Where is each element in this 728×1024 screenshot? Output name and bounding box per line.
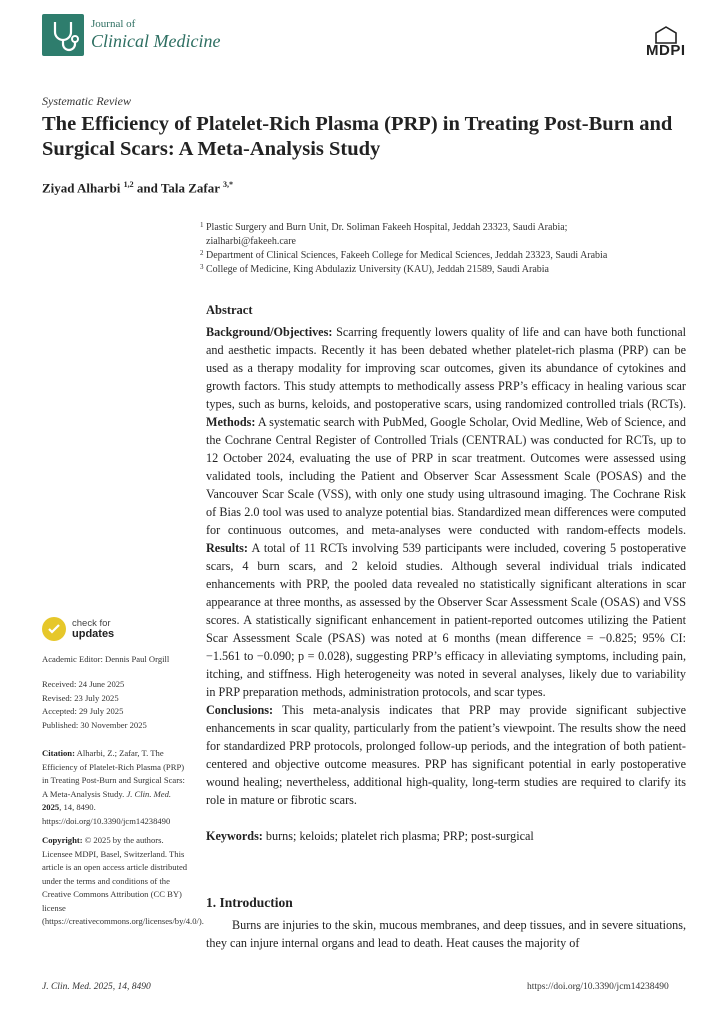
affiliation xyxy=(200,263,706,277)
citation-text: Alharbi, Z.; Zafar, T. The Efficiency of Platelet-Rich Plasma (PRP) in Treating Post-Burn and Surgical Scars: A Meta-Analysis Study. xyxy=(42,748,185,799)
abstract-heading: Abstract xyxy=(206,303,253,317)
received-date: Received: 24 June 2025 xyxy=(42,679,125,689)
section-heading: 1. Introduction xyxy=(206,895,293,910)
affiliation-email[interactable]: zialharbi@fakeeh.care xyxy=(206,235,296,247)
check-label-line2: updates xyxy=(72,627,115,640)
affiliation-number: 3 xyxy=(200,263,204,271)
copyright-label: Copyright: xyxy=(42,835,83,845)
methods-text: A systematic search with PubMed, Google Scholar, Ovid Medline, Web of Science, and the Cochrane Central Register of Controlled Trials (CENTRAL) was conducted for RCTs, up to 12 October 2024, evaluating the use of PRP in scar treatment. Outcomes were assessed using validated tools, including the Patient and Observer Scar Assessment Scale (POSAS) and the Vancouver Scar Scale (VSS), with only one study using ultrasound imaging. The Cochrane Risk of Bias 2.0 tool was used to analyze potential bias. Standardized mean differences were computed for continuous outcomes, and meta-analyses were conducted with random-effects models. xyxy=(206,415,686,537)
copyright-text: © 2025 by the authors. Licensee MDPI, Basel, Switzerland. This article is an open access article distributed under the terms and conditions of the Creative Commons Attribution (CC BY) license (https://creativecommons.org/licenses/by/4.0/). xyxy=(42,835,204,926)
affiliation-text: Plastic Surgery and Burn Unit, Dr. Soliman Fakeeh Hospital, Jeddah 23323, Saudi Arabia; xyxy=(206,222,568,233)
academic-editor: Academic Editor: Dennis Paul Orgill xyxy=(42,654,170,664)
results-label: Results: xyxy=(206,541,248,555)
published-date: Published: 30 November 2025 xyxy=(42,719,147,730)
affiliation-number: 2 xyxy=(200,249,204,257)
publisher-logo[interactable] xyxy=(646,26,686,59)
affiliation-text: College of Medicine, King Abdulaziz University (KAU), Jeddah 21589, Saudi Arabia xyxy=(206,264,549,275)
footer-doi[interactable]: https://doi.org/10.3390/jcm14238490 xyxy=(527,982,669,992)
author-name[interactable]: Ziyad Alharbi xyxy=(42,180,121,196)
affiliation xyxy=(200,249,706,263)
stethoscope-icon xyxy=(42,14,84,56)
methods-label: Methods: xyxy=(206,415,256,429)
author-name[interactable]: Tala Zafar xyxy=(160,180,220,196)
abstract-body xyxy=(206,323,686,809)
journal-logo xyxy=(42,14,84,56)
author-affiliation-sup: 1,2 xyxy=(123,180,134,189)
footer-citation: J. Clin. Med. 2025, 14, 8490 xyxy=(42,982,151,992)
check-updates-icon xyxy=(42,617,66,641)
journal-name: Clinical Medicine xyxy=(91,31,221,51)
check-for-updates-badge[interactable] xyxy=(42,617,114,641)
publisher-name: MDPI xyxy=(646,42,686,59)
background-label: Background/Objectives: xyxy=(206,325,333,339)
accepted-date: Accepted: 29 July 2025 xyxy=(42,706,124,716)
article-title: The Efficiency of Platelet-Rich Plasma (PRP) in Treating Post-Burn and Surgical Scars: A Meta-Analysis Study xyxy=(42,113,673,160)
journal-name-prefix: Journal of xyxy=(91,18,136,30)
citation-year: 2025 xyxy=(42,802,60,812)
author-affiliation-sup: 3,* xyxy=(223,180,233,189)
check-label-line1: check for xyxy=(72,617,111,629)
intro-paragraph: Burns are injuries to the skin, mucous membranes, and deep tissues, and in severe situations, they can injure internal organs and lead to death. Heat causes the majority of xyxy=(206,918,686,950)
dates xyxy=(42,678,192,732)
author-conjunction: and xyxy=(136,180,158,196)
results-text: A total of 11 RCTs involving 539 participants were included, covering 5 postoperative scars, 4 burn scars, and 2 keloid studies. Although several individual trials indicated enhancements with PRP, the pooled data revealed no statistically significant alterations in scar appearance at three months, as assessed by the Observer Scar Assessment Scale (OSAS) and VSS scores. A statistically significant enhancement in patient-reported outcomes utilizing the Patient Scar Assessment Scale (PSAS) was noted at 6 months (mean difference = −0.825; 95% CI: −1.561 to −0.090; p = 0.028), suggesting PRP’s efficacy in alleviating symptoms, including pain, itching, and stiffness. High heterogeneity was noted in several analyses, likely due to variability in PRP preparation methods, administration protocols, and scar types. xyxy=(206,541,686,699)
citation-label: Citation: xyxy=(42,748,75,758)
affiliation-text: Department of Clinical Sciences, Fakeeh College for Medical Sciences, Jeddah 23323, Saudi Arabia xyxy=(206,250,608,261)
affiliation-number: 1 xyxy=(200,221,204,229)
keywords-label: Keywords: xyxy=(206,829,263,843)
revised-date: Revised: 23 July 2025 xyxy=(42,692,119,703)
citation-doi[interactable]: , 14, 8490. https://doi.org/10.3390/jcm14238490 xyxy=(42,802,171,826)
conclusions-text: This meta-analysis indicates that PRP may provide significant subjective enhancements in scar quality, particularly from the patient’s viewpoint. The results show the need for standardized PRP protocols, prolonged follow-up periods, and the integration of both patient-centered and objective outcome measures. PRP has significant potential in early postoperative wound healing; nevertheless, additional high-quality, long-term studies are required to clarify its role in mature or fibrotic scars. xyxy=(206,703,686,807)
affiliation xyxy=(200,221,706,248)
article-type: Systematic Review xyxy=(42,94,131,108)
background-text: Scarring frequently lowers quality of life and can have both functional and aesthetic impacts. Recently it has been debated whether platelet-rich plasma (PRP) can be used as a therapy modality for improving scar outcomes, given its abundance of cytokines and growth factors. This study attempts to methodically assess PRP’s efficacy in healing various scar types, such as burns, keloids, and postoperative scars, using randomized controlled trials (RCTs). xyxy=(206,325,686,411)
conclusions-label: Conclusions: xyxy=(206,703,274,717)
citation xyxy=(42,747,192,828)
keywords-text: burns; keloids; platelet rich plasma; PRP; post-surgical xyxy=(262,829,534,843)
citation-journal: J. Clin. Med. xyxy=(126,788,172,799)
author-list xyxy=(42,180,233,196)
keywords xyxy=(206,829,686,844)
copyright xyxy=(42,834,204,929)
